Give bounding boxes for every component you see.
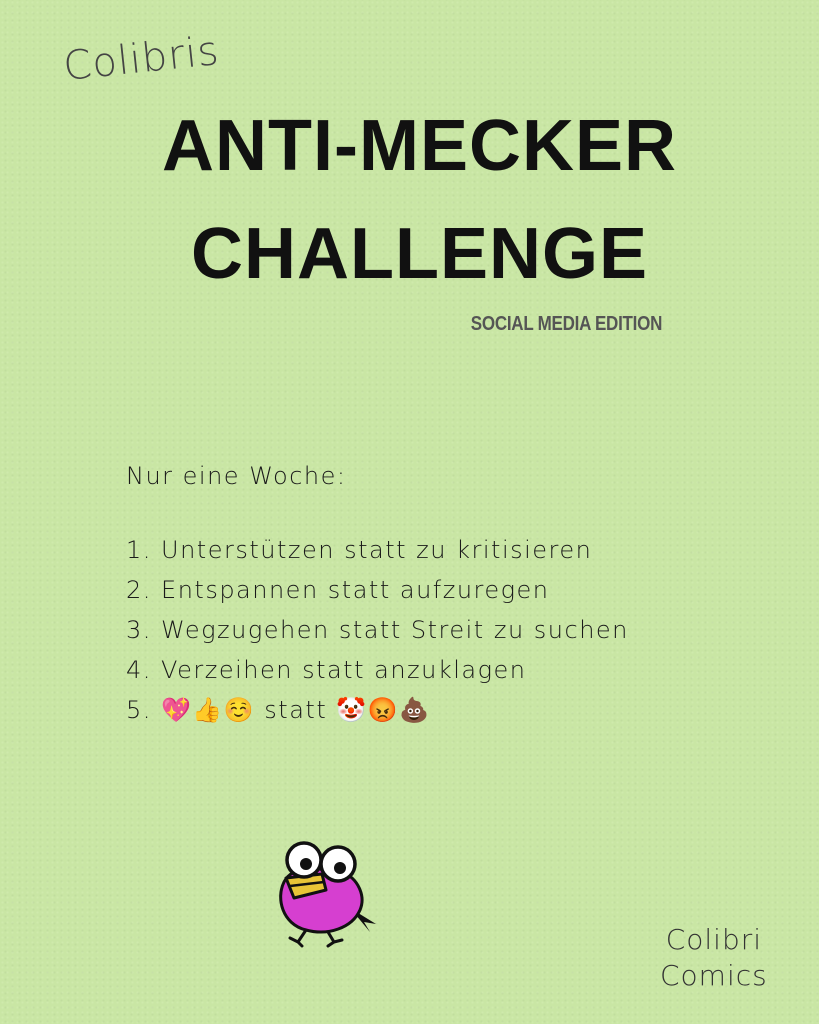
rule-item-3: 3. Wegzugehen statt Streit zu suchen (126, 616, 629, 644)
rules-list (126, 530, 629, 730)
brand-bottom-line-1: Colibri (665, 923, 763, 956)
rule-item-1: 1. Unterstützen statt zu kritisieren (126, 536, 593, 564)
rule-item-2: 2. Entspannen statt aufzuregen (126, 576, 550, 604)
brand-bottom-line-2: Comics (660, 959, 768, 992)
title-line-1: ANTI-MECKER (162, 106, 677, 186)
rule-item-5: 5. 💖👍☺️ statt 🤡😡💩 (126, 696, 431, 724)
bird-mascot-illustration (272, 838, 388, 948)
title-line-2: CHALLENGE (191, 214, 648, 294)
rules-content (126, 462, 629, 730)
rule-item-4: 4. Verzeihen statt anzuklagen (126, 656, 527, 684)
edition-label: SOCIAL MEDIA EDITION (470, 313, 662, 335)
brand-top: Colibris (61, 27, 222, 90)
intro-text: Nur eine Woche: (126, 462, 347, 490)
brand-bottom (660, 922, 768, 994)
